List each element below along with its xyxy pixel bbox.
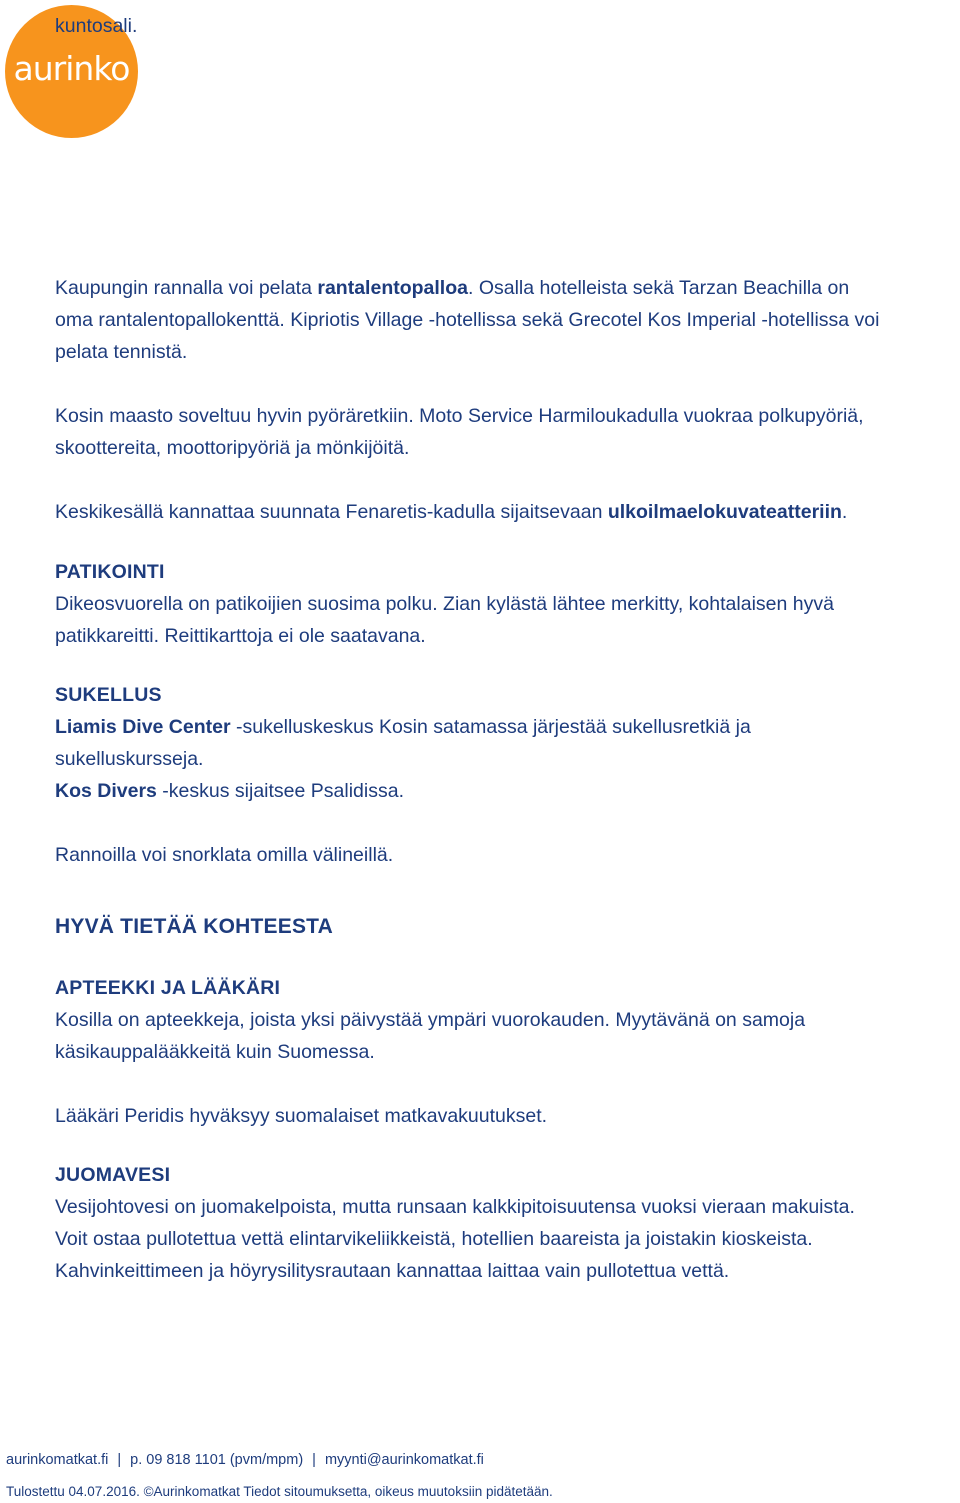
water-line-2: Voit ostaa pullotettua vettä elintarvikeliikkeistä, hotellien baareista ja joistakin kioskeista.	[55, 1228, 813, 1250]
pharmacy-heading: APTEEKKI JA LÄÄKÄRI	[55, 977, 281, 999]
footer-site-link[interactable]: aurinkomatkat.fi	[6, 1452, 109, 1468]
bike-line-1: Kosin maasto soveltuu hyvin pyöräretkiin. Moto Service Harmiloukadulla vuokraa polkupyöriä,	[55, 405, 864, 427]
hiking-line-2: patikkareitti. Reittikarttoja ei ole saatavana.	[55, 625, 426, 647]
kos-divers-bold: Kos Divers	[55, 780, 157, 802]
beach-line-3: pelata tennistä.	[55, 341, 188, 363]
hiking-heading: PATIKOINTI	[55, 561, 165, 583]
water-line-3: Kahvinkeittimeen ja höyrysilitysrautaan kannattaa laittaa vain pullotettua vettä.	[55, 1260, 730, 1282]
logo-text: aurinko	[13, 49, 130, 88]
footer-separator: |	[117, 1452, 122, 1468]
beach-line-1: Kaupungin rannalla voi pelata rantalentopalloa. Osalla hotelleista sekä Tarzan Beachilla on	[55, 277, 850, 299]
kuntosali-text: kuntosali.	[55, 15, 138, 37]
diving-line-1: Liamis Dive Center -sukelluskeskus Kosin satamassa järjestää sukellusretkiä ja	[55, 716, 751, 738]
good-to-know-heading: HYVÄ TIETÄÄ KOHTEESTA	[55, 915, 333, 938]
water-line-1: Vesijohtovesi on juomakelpoista, mutta runsaan kalkkipitoisuutensa vuoksi vieraan makuista.	[55, 1196, 855, 1218]
liamis-bold: Liamis Dive Center	[55, 716, 231, 738]
pharmacy-line-1: Kosilla on apteekkeja, joista yksi päivystää ympäri vuorokauden. Myytävänä on samoja	[55, 1009, 806, 1031]
footer-printed: Tulostettu 04.07.2016. ©Aurinkomatkat Tiedot sitoumuksetta, oikeus muutoksiin pidätetään.	[6, 1484, 553, 1499]
footer-separator: |	[312, 1452, 316, 1468]
diving-line-3: Kos Divers -keskus sijaitsee Psalidissa.	[55, 780, 404, 802]
bike-line-2: skoottereita, moottoripyöriä ja mönkijöitä.	[55, 437, 410, 459]
diving-line-2: sukelluskursseja.	[55, 748, 204, 770]
snorkel-text: Rannoilla voi snorklata omilla välineillä.	[55, 844, 394, 866]
cinema-bold: ulkoilmaelokuvateatteriin	[607, 501, 842, 523]
footer-email-link[interactable]: myynti@aurinkomatkat.fi	[324, 1452, 484, 1468]
beach-volleyball-bold: rantalentopalloa	[317, 277, 468, 299]
footer-contact	[6, 1452, 484, 1468]
beach-line-2: oma rantalentopallokenttä. Kipriotis Village -hotellissa sekä Grecotel Kos Imperial -hotellissa voi	[55, 309, 880, 331]
doctor-text: Lääkäri Peridis hyväksyy suomalaiset matkavakuutukset.	[55, 1105, 548, 1127]
cinema-paragraph: Keskikesällä kannattaa suunnata Fenaretis-kadulla sijaitsevaan ulkoilmaelokuvateatteriin.	[55, 501, 848, 523]
pharmacy-line-2: käsikauppalääkkeitä kuin Suomessa.	[55, 1041, 375, 1063]
hiking-line-1: Dikeosvuorella on patikoijien suosima polku. Zian kylästä lähtee merkitty, kohtalaisen hyvä	[55, 593, 834, 615]
footer-phone: p. 09 818 1101 (pvm/mpm)	[130, 1452, 304, 1468]
water-heading: JUOMAVESI	[55, 1164, 171, 1186]
diving-heading: SUKELLUS	[55, 684, 162, 706]
